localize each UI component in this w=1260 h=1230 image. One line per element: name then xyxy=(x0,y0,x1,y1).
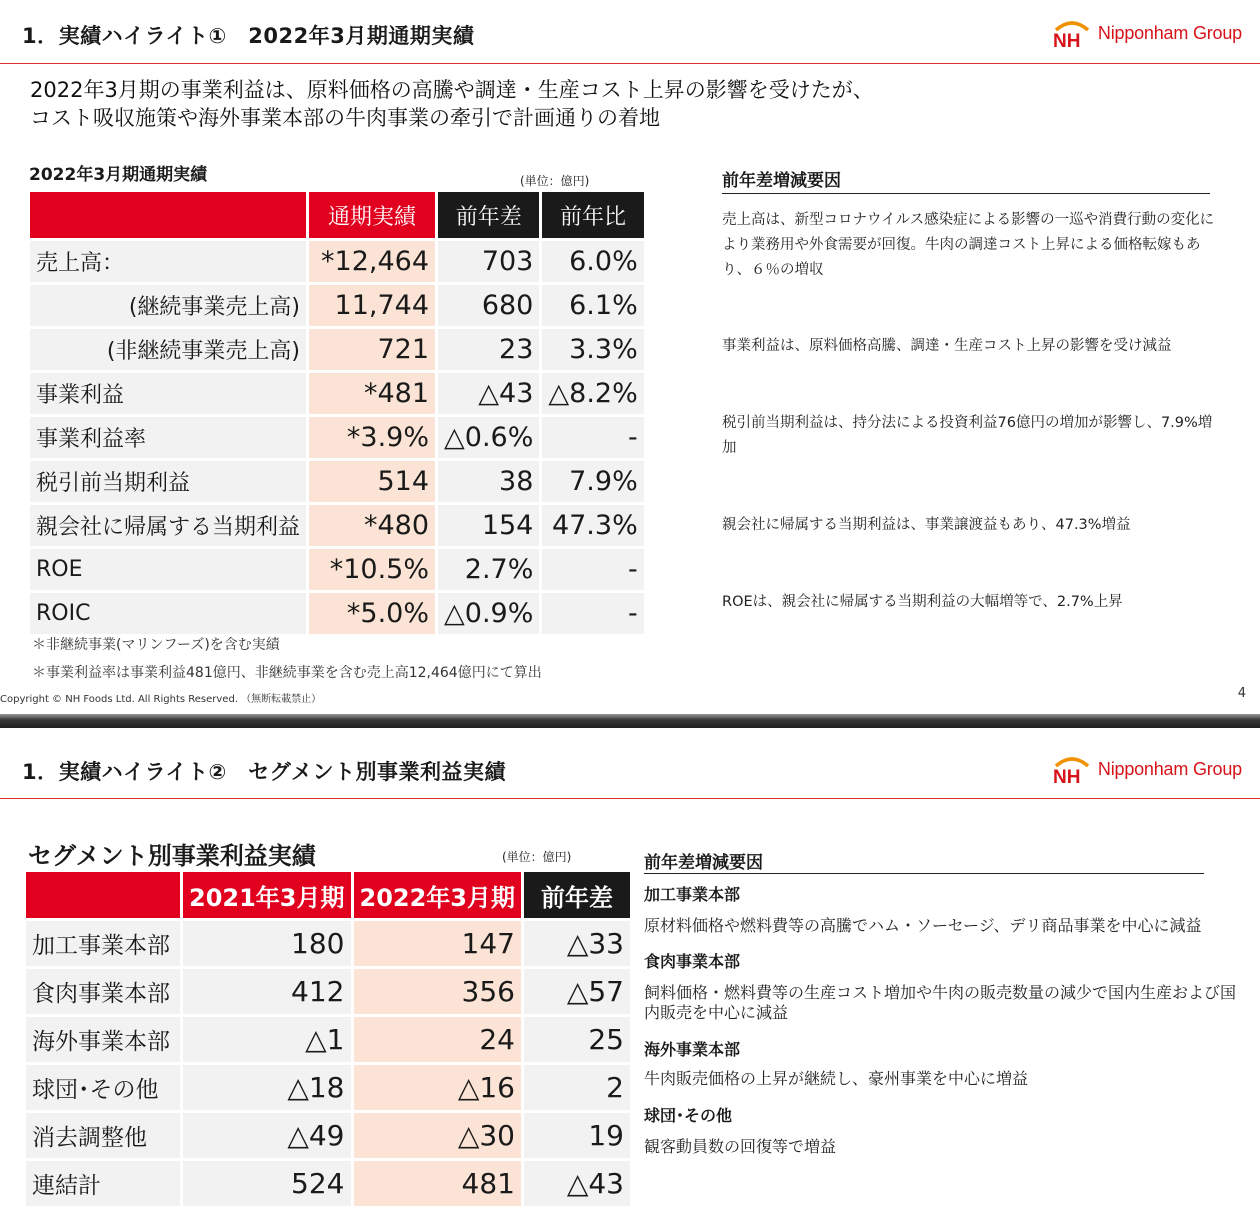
title-divider xyxy=(0,63,1260,64)
table-row xyxy=(26,921,630,966)
cell-diff: 19 xyxy=(524,1113,630,1158)
page-title: 1．実績ハイライト① 2022年3月期通期実績 xyxy=(22,24,475,48)
cell-fy2022: △30 xyxy=(354,1113,522,1158)
row-label: ROE xyxy=(30,549,306,590)
cell-actual: *10.5% xyxy=(309,549,435,590)
cell-fy2022: △16 xyxy=(354,1065,522,1110)
slide-divider xyxy=(0,714,1260,728)
cell-diff: △43 xyxy=(524,1161,630,1206)
cell-diff: △0.6% xyxy=(438,417,539,458)
svg-text:NH: NH xyxy=(1052,767,1081,784)
header-actual: 通期実績 xyxy=(309,192,435,238)
row-label: 消去調整他 xyxy=(26,1113,180,1158)
cell-actual: *5.0% xyxy=(309,593,435,634)
factors-title: 前年差増減要因 xyxy=(644,848,1204,874)
unit-note: (単位：億円) xyxy=(520,174,590,188)
cell-ratio: 6.0% xyxy=(542,241,643,282)
cell-ratio: △8.2% xyxy=(542,373,643,414)
cell-actual: *12,464 xyxy=(309,241,435,282)
row-label: 事業利益率 xyxy=(30,417,306,458)
table-row xyxy=(26,1017,630,1062)
cell-fy2021: 412 xyxy=(183,969,351,1014)
cell-fy2022: 481 xyxy=(354,1161,522,1206)
table-row xyxy=(30,549,644,590)
page-number: 4 xyxy=(1237,686,1246,701)
cell-ratio: 7.9% xyxy=(542,461,643,502)
results-table xyxy=(27,189,647,637)
segment-heading: 加工事業本部 xyxy=(644,885,741,904)
slide-segment-results xyxy=(0,728,1260,1230)
cell-diff: 154 xyxy=(438,505,539,546)
unit-note: (単位：億円) xyxy=(502,850,572,864)
footnote: ＊事業利益率は事業利益481億円、非継続事業を含む売上高12,464億円にて算出 xyxy=(32,665,542,681)
cell-ratio: 47.3% xyxy=(542,505,643,546)
row-label: (非継続事業売上高) xyxy=(30,329,306,370)
header-fy2021: 2021年3月期 xyxy=(183,872,351,918)
cell-diff: △0.9% xyxy=(438,593,539,634)
table-row xyxy=(30,593,644,634)
cell-fy2021: 524 xyxy=(183,1161,351,1206)
cell-diff: 680 xyxy=(438,285,539,326)
cell-fy2022: 356 xyxy=(354,969,522,1014)
cell-ratio: 6.1% xyxy=(542,285,643,326)
cell-ratio: - xyxy=(542,593,643,634)
factor-sales: 売上高は、新型コロナウイルス感染症による影響の一巡や消費行動の変化により業務用や外食需要が回復。牛肉の調達コスト上昇による価格転嫁もあり、６％の増収 xyxy=(722,212,1215,278)
factor-net-profit: 親会社に帰属する当期利益は、事業譲渡益もあり、47.3%増益 xyxy=(722,517,1131,533)
table-title: 2022年3月期通期実績 xyxy=(29,165,208,185)
row-label: 海外事業本部 xyxy=(26,1017,180,1062)
segment-table xyxy=(23,869,633,1209)
headline-line: 2022年3月期の事業利益は、原料価格の高騰や調達・生産コスト上昇の影響を受けたが、 xyxy=(30,78,874,102)
cell-diff: 23 xyxy=(438,329,539,370)
cell-diff: △57 xyxy=(524,969,630,1014)
table-header-row xyxy=(26,872,630,918)
row-label: 税引前当期利益 xyxy=(30,461,306,502)
row-label: 食肉事業本部 xyxy=(26,969,180,1014)
logo-text: Nipponham Group xyxy=(1097,758,1242,779)
table-title: セグメント別事業利益実績 xyxy=(28,842,316,870)
headline-line: コスト吸収施策や海外事業本部の牛肉事業の牽引で計画通りの着地 xyxy=(30,106,660,130)
table-row xyxy=(26,969,630,1014)
cell-actual: *3.9% xyxy=(309,417,435,458)
cell-actual: 11,744 xyxy=(309,285,435,326)
header-fy2022: 2022年3月期 xyxy=(354,872,522,918)
company-logo xyxy=(1052,754,1242,784)
segment-heading: 球団･その他 xyxy=(644,1106,733,1125)
table-row xyxy=(30,241,644,282)
table-row xyxy=(30,329,644,370)
logo-text: Nipponham Group xyxy=(1097,22,1242,43)
header-diff: 前年差 xyxy=(524,872,630,918)
headline xyxy=(30,76,874,132)
cell-actual: *481 xyxy=(309,373,435,414)
cell-ratio: 3.3% xyxy=(542,329,643,370)
segment-heading: 食肉事業本部 xyxy=(644,952,741,971)
table-row xyxy=(26,1113,630,1158)
factor-roe: ROEは、親会社に帰属する当期利益の大幅増等で、2.7%上昇 xyxy=(722,594,1123,610)
cell-actual: 721 xyxy=(309,329,435,370)
nh-logo-icon xyxy=(1052,754,1092,784)
factor-business-profit: 事業利益は、原料価格高騰、調達・生産コスト上昇の影響を受け減益 xyxy=(722,338,1172,354)
table-header-row xyxy=(30,192,644,238)
segment-text: 観客動員数の回復等で増益 xyxy=(644,1137,837,1156)
row-label: (継続事業売上高) xyxy=(30,285,306,326)
table-row xyxy=(26,1065,630,1110)
segment-text: 飼料価格・燃料費等の生産コスト増加や牛肉の販売数量の減少で国内生産および国内販売を中心に減益 xyxy=(644,983,1237,1022)
cell-fy2022: 24 xyxy=(354,1017,522,1062)
cell-diff: △33 xyxy=(524,921,630,966)
segment-text: 原材料価格や燃料費等の高騰でハム・ソーセージ、デリ商品事業を中心に減益 xyxy=(644,916,1202,935)
cell-ratio: - xyxy=(542,417,643,458)
segment-text: 牛肉販売価格の上昇が継続し、豪州事業を中心に増益 xyxy=(644,1069,1029,1088)
copyright: Copyright © NH Foods Ltd. All Rights Reserved. （無断転載禁止） xyxy=(0,694,322,705)
footnote: ＊非継続事業(マリンフーズ)を含む実績 xyxy=(32,637,280,653)
cell-fy2021: △1 xyxy=(183,1017,351,1062)
cell-ratio: - xyxy=(542,549,643,590)
factors-title: 前年差増減要因 xyxy=(722,166,1210,194)
cell-diff: 2 xyxy=(524,1065,630,1110)
table-row xyxy=(30,285,644,326)
row-label: 事業利益 xyxy=(30,373,306,414)
segment-heading: 海外事業本部 xyxy=(644,1040,741,1059)
company-logo xyxy=(1052,18,1242,48)
table-row xyxy=(26,1161,630,1206)
cell-diff: 2.7% xyxy=(438,549,539,590)
header-ratio: 前年比 xyxy=(542,192,643,238)
header-blank xyxy=(26,872,180,918)
row-label: 加工事業本部 xyxy=(26,921,180,966)
row-label: 親会社に帰属する当期利益 xyxy=(30,505,306,546)
table-row xyxy=(30,417,644,458)
row-label: ROIC xyxy=(30,593,306,634)
cell-diff: 25 xyxy=(524,1017,630,1062)
row-label: 連結計 xyxy=(26,1161,180,1206)
table-row xyxy=(30,461,644,502)
header-diff: 前年差 xyxy=(438,192,539,238)
table-row xyxy=(30,505,644,546)
row-label: 球団･その他 xyxy=(26,1065,180,1110)
row-label: 売上高： xyxy=(30,241,306,282)
table-row xyxy=(30,373,644,414)
cell-fy2021: △18 xyxy=(183,1065,351,1110)
page-title: 1．実績ハイライト② セグメント別事業利益実績 xyxy=(22,760,507,784)
factor-pretax-profit: 税引前当期利益は、持分法による投資利益76億円の増加が影響し、7.9%増加 xyxy=(722,415,1213,456)
svg-text:NH: NH xyxy=(1052,31,1081,48)
cell-fy2022: 147 xyxy=(354,921,522,966)
cell-actual: 514 xyxy=(309,461,435,502)
cell-diff: △43 xyxy=(438,373,539,414)
header-blank xyxy=(30,192,306,238)
nh-logo-icon xyxy=(1052,18,1092,48)
cell-fy2021: 180 xyxy=(183,921,351,966)
cell-diff: 38 xyxy=(438,461,539,502)
title-divider xyxy=(0,798,1260,799)
cell-actual: *480 xyxy=(309,505,435,546)
cell-diff: 703 xyxy=(438,241,539,282)
cell-fy2021: △49 xyxy=(183,1113,351,1158)
